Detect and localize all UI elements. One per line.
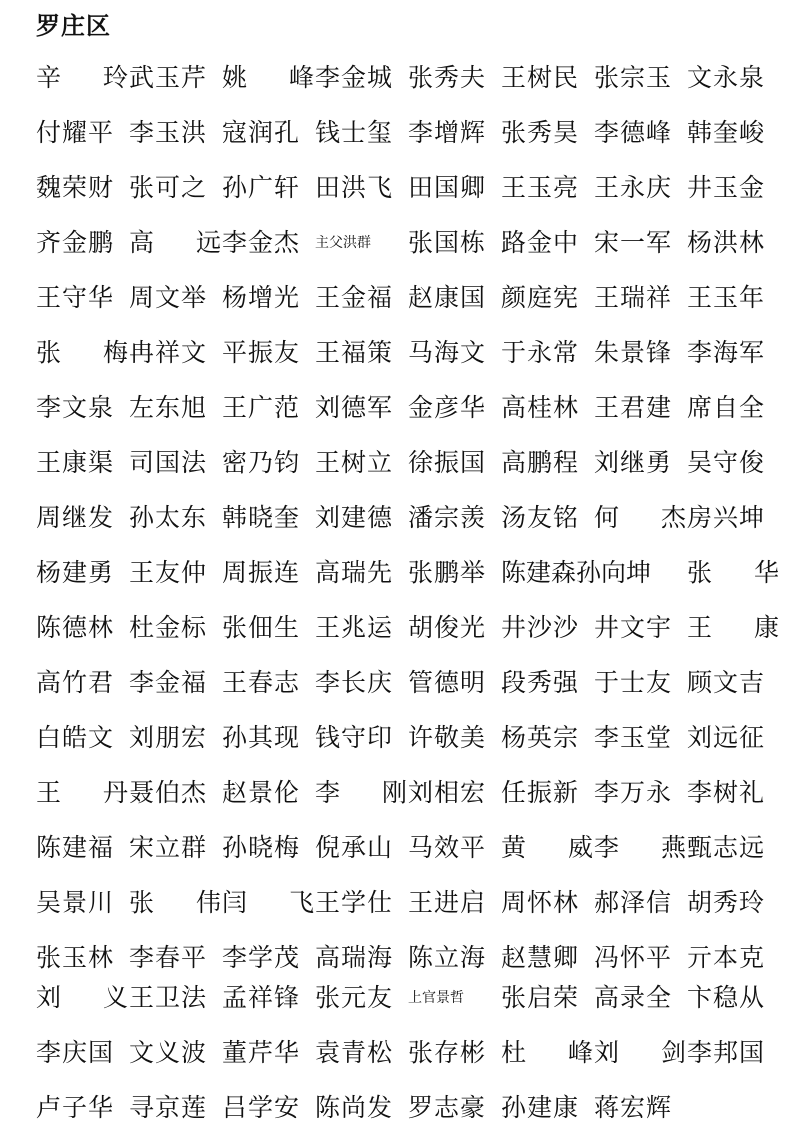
name-entry: 倪承山 [315,833,394,862]
name-entry: 文义波 [129,1038,208,1067]
name-entry: 罗志豪 [408,1093,487,1122]
name-row [36,223,776,263]
name-entry: 王金福 [315,283,394,312]
name-entry: 上官景哲 [408,990,464,1006]
name-entry: 高竹君 [36,668,115,697]
name-entry: 李 燕 [594,833,686,862]
name-entry: 辛 玲 [36,63,128,92]
name-entry: 董芹华 [222,1038,301,1067]
name-entry: 王守华 [36,283,115,312]
name-entry: 平振友 [222,338,301,367]
name-entry: 闫 飞 [222,888,314,917]
name-entry: 高桂林 [501,393,580,422]
name-entry: 汤友铭 [501,503,580,532]
name-entry: 井玉金 [687,173,766,202]
name-entry: 袁青松 [315,1038,394,1067]
name-entry: 王兆运 [315,613,394,642]
name-entry: 魏荣财 [36,173,115,202]
name-entry: 王瑞祥 [594,283,673,312]
name-entry: 李增辉 [408,118,487,147]
name-row [36,443,776,483]
name-entry: 田国卿 [408,173,487,202]
name-entry: 徐振国 [408,448,487,477]
name-entry: 王进启 [408,888,487,917]
name-entry: 付耀平 [36,118,115,147]
name-entry: 亓本克 [687,943,766,972]
name-entry: 刘 义 [36,983,128,1012]
name-entry: 金彦华 [408,393,487,422]
name-row [36,883,776,923]
name-entry: 王春志 [222,668,301,697]
name-entry: 黄 威 [501,833,593,862]
name-entry: 张可之 [129,173,208,202]
name-entry: 李金城 [315,63,394,92]
name-entry: 张 伟 [129,888,221,917]
name-entry: 孙晓梅 [222,833,301,862]
name-entry: 王 丹 [36,778,128,807]
name-entry: 郝泽信 [594,888,673,917]
name-entry: 刘相宏 [408,778,487,807]
name-entry: 刘 剑 [594,1038,686,1067]
name-entry: 王树民 [501,63,580,92]
name-entry: 李文泉 [36,393,115,422]
name-entry: 井文宇 [594,613,673,642]
name-entry: 高鹏程 [501,448,580,477]
name-entry: 陈尚发 [315,1093,394,1122]
name-entry: 张元友 [315,983,394,1012]
name-entry: 王永庆 [594,173,673,202]
name-entry: 陈德林 [36,613,115,642]
district-title: 罗庄区 [36,12,111,40]
name-entry: 王 康 [687,613,779,642]
name-entry: 张秀昊 [501,118,580,147]
name-entry: 刘建德 [315,503,394,532]
name-entry: 寻京莲 [129,1093,208,1122]
name-entry: 田洪飞 [315,173,394,202]
name-entry: 于永常 [501,338,580,367]
name-entry: 周继发 [36,503,115,532]
name-row [36,718,776,758]
name-entry: 孟祥锋 [222,983,301,1012]
name-entry: 冯怀平 [594,943,673,972]
name-entry: 张 华 [687,558,779,587]
name-entry: 何 杰 [594,503,686,532]
name-entry: 杨英宗 [501,723,580,752]
name-row [36,168,776,208]
name-entry: 路金中 [501,228,580,257]
name-entry: 王树立 [315,448,394,477]
name-entry: 蒋宏辉 [594,1093,673,1122]
name-entry: 张国栋 [408,228,487,257]
name-row [36,58,776,98]
name-entry: 孙广轩 [222,173,301,202]
name-entry: 刘德军 [315,393,394,422]
name-entry: 杨洪林 [687,228,766,257]
name-entry: 王玉年 [687,283,766,312]
name-entry: 姚 峰 [222,63,314,92]
name-entry: 李春平 [129,943,208,972]
name-entry: 王友仲 [129,558,208,587]
name-entry: 李庆国 [36,1038,115,1067]
name-entry: 李学茂 [222,943,301,972]
name-entry: 李树礼 [687,778,766,807]
name-row [36,278,776,318]
name-entry: 高录全 [594,983,673,1012]
name-entry: 顾文吉 [687,668,766,697]
name-entry: 马效平 [408,833,487,862]
name-entry: 白皓文 [36,723,115,752]
name-entry: 李玉堂 [594,723,673,752]
name-row [36,978,776,1018]
name-entry: 陈建森孙向坤 [501,558,652,587]
name-entry: 杨建勇 [36,558,115,587]
name-entry: 孙太东 [129,503,208,532]
name-entry: 卞稳从 [687,983,766,1012]
name-entry: 房兴坤 [687,503,766,532]
name-entry: 管德明 [408,668,487,697]
name-entry: 颜庭宪 [501,283,580,312]
name-entry: 主父洪群 [315,235,371,251]
name-row [36,938,776,978]
name-entry: 李海军 [687,338,766,367]
name-entry: 冉祥文 [129,338,208,367]
name-entry: 张 梅 [36,338,128,367]
name-entry: 高瑞海 [315,943,394,972]
name-entry: 左东旭 [129,393,208,422]
name-entry: 王玉亮 [501,173,580,202]
name-entry: 李德峰 [594,118,673,147]
name-row [36,498,776,538]
name-entry: 杜金标 [129,613,208,642]
name-entry: 李万永 [594,778,673,807]
name-entry: 高 远 [129,228,221,257]
name-entry: 于士友 [594,668,673,697]
name-entry: 陈立海 [408,943,487,972]
name-entry: 赵康国 [408,283,487,312]
name-entry: 吴景川 [36,888,115,917]
name-entry: 李长庆 [315,668,394,697]
name-entry: 刘朋宏 [129,723,208,752]
name-entry: 张鹏举 [408,558,487,587]
name-entry: 王福策 [315,338,394,367]
name-entry: 刘远征 [687,723,766,752]
name-entry: 王学仕 [315,888,394,917]
name-entry: 张启荣 [501,983,580,1012]
name-entry: 王康渠 [36,448,115,477]
name-row [36,773,776,813]
name-entry: 王君建 [594,393,673,422]
name-entry: 马海文 [408,338,487,367]
name-entry: 王卫法 [129,983,208,1012]
name-entry: 张玉林 [36,943,115,972]
name-entry: 吴守俊 [687,448,766,477]
name-row [36,333,776,373]
name-entry: 甄志远 [687,833,766,862]
name-entry: 高瑞先 [315,558,394,587]
name-entry: 张宗玉 [594,63,673,92]
name-entry: 寇润孔 [222,118,301,147]
name-entry: 李 刚 [315,778,407,807]
name-row [36,663,776,703]
name-row [36,1033,776,1073]
name-entry: 王广范 [222,393,301,422]
name-entry: 钱守印 [315,723,394,752]
name-entry: 钱士玺 [315,118,394,147]
name-entry: 齐金鹏 [36,228,115,257]
name-entry: 李玉洪 [129,118,208,147]
name-row [36,608,779,648]
name-entry: 朱景锋 [594,338,673,367]
name-entry: 井沙沙 [501,613,580,642]
name-entry: 任振新 [501,778,580,807]
name-entry: 周怀林 [501,888,580,917]
name-entry: 席自全 [687,393,766,422]
name-row [36,1088,776,1128]
name-entry: 李金福 [129,668,208,697]
name-entry: 胡俊光 [408,613,487,642]
name-entry: 吕学安 [222,1093,301,1122]
name-entry: 张秀夫 [408,63,487,92]
name-entry: 胡秀玲 [687,888,766,917]
name-entry: 宋一军 [594,228,673,257]
name-entry: 李邦国 [687,1038,766,1067]
name-row [36,553,779,593]
name-entry: 刘继勇 [594,448,673,477]
name-row [36,388,776,428]
name-entry: 许敬美 [408,723,487,752]
name-entry: 孙建康 [501,1093,580,1122]
name-entry: 周文举 [129,283,208,312]
name-entry: 张存彬 [408,1038,487,1067]
name-entry: 杜 峰 [501,1038,593,1067]
name-entry: 李金杰 [222,228,301,257]
name-entry: 陈建福 [36,833,115,862]
name-entry: 段秀强 [501,668,580,697]
name-entry: 卢子华 [36,1093,115,1122]
name-row [36,828,776,868]
name-entry: 周振连 [222,558,301,587]
name-entry: 聂伯杰 [129,778,208,807]
name-entry: 韩晓奎 [222,503,301,532]
name-entry: 密乃钧 [222,448,301,477]
name-entry: 赵慧卿 [501,943,580,972]
name-entry: 韩奎峻 [687,118,766,147]
name-entry: 文永泉 [687,63,766,92]
name-entry: 宋立群 [129,833,208,862]
name-entry: 孙其现 [222,723,301,752]
name-entry: 潘宗羡 [408,503,487,532]
name-entry: 武玉芹 [129,63,208,92]
name-entry: 司国法 [129,448,208,477]
name-entry: 张佃生 [222,613,301,642]
name-entry: 赵景伦 [222,778,301,807]
name-row [36,113,776,153]
name-entry: 杨增光 [222,283,301,312]
